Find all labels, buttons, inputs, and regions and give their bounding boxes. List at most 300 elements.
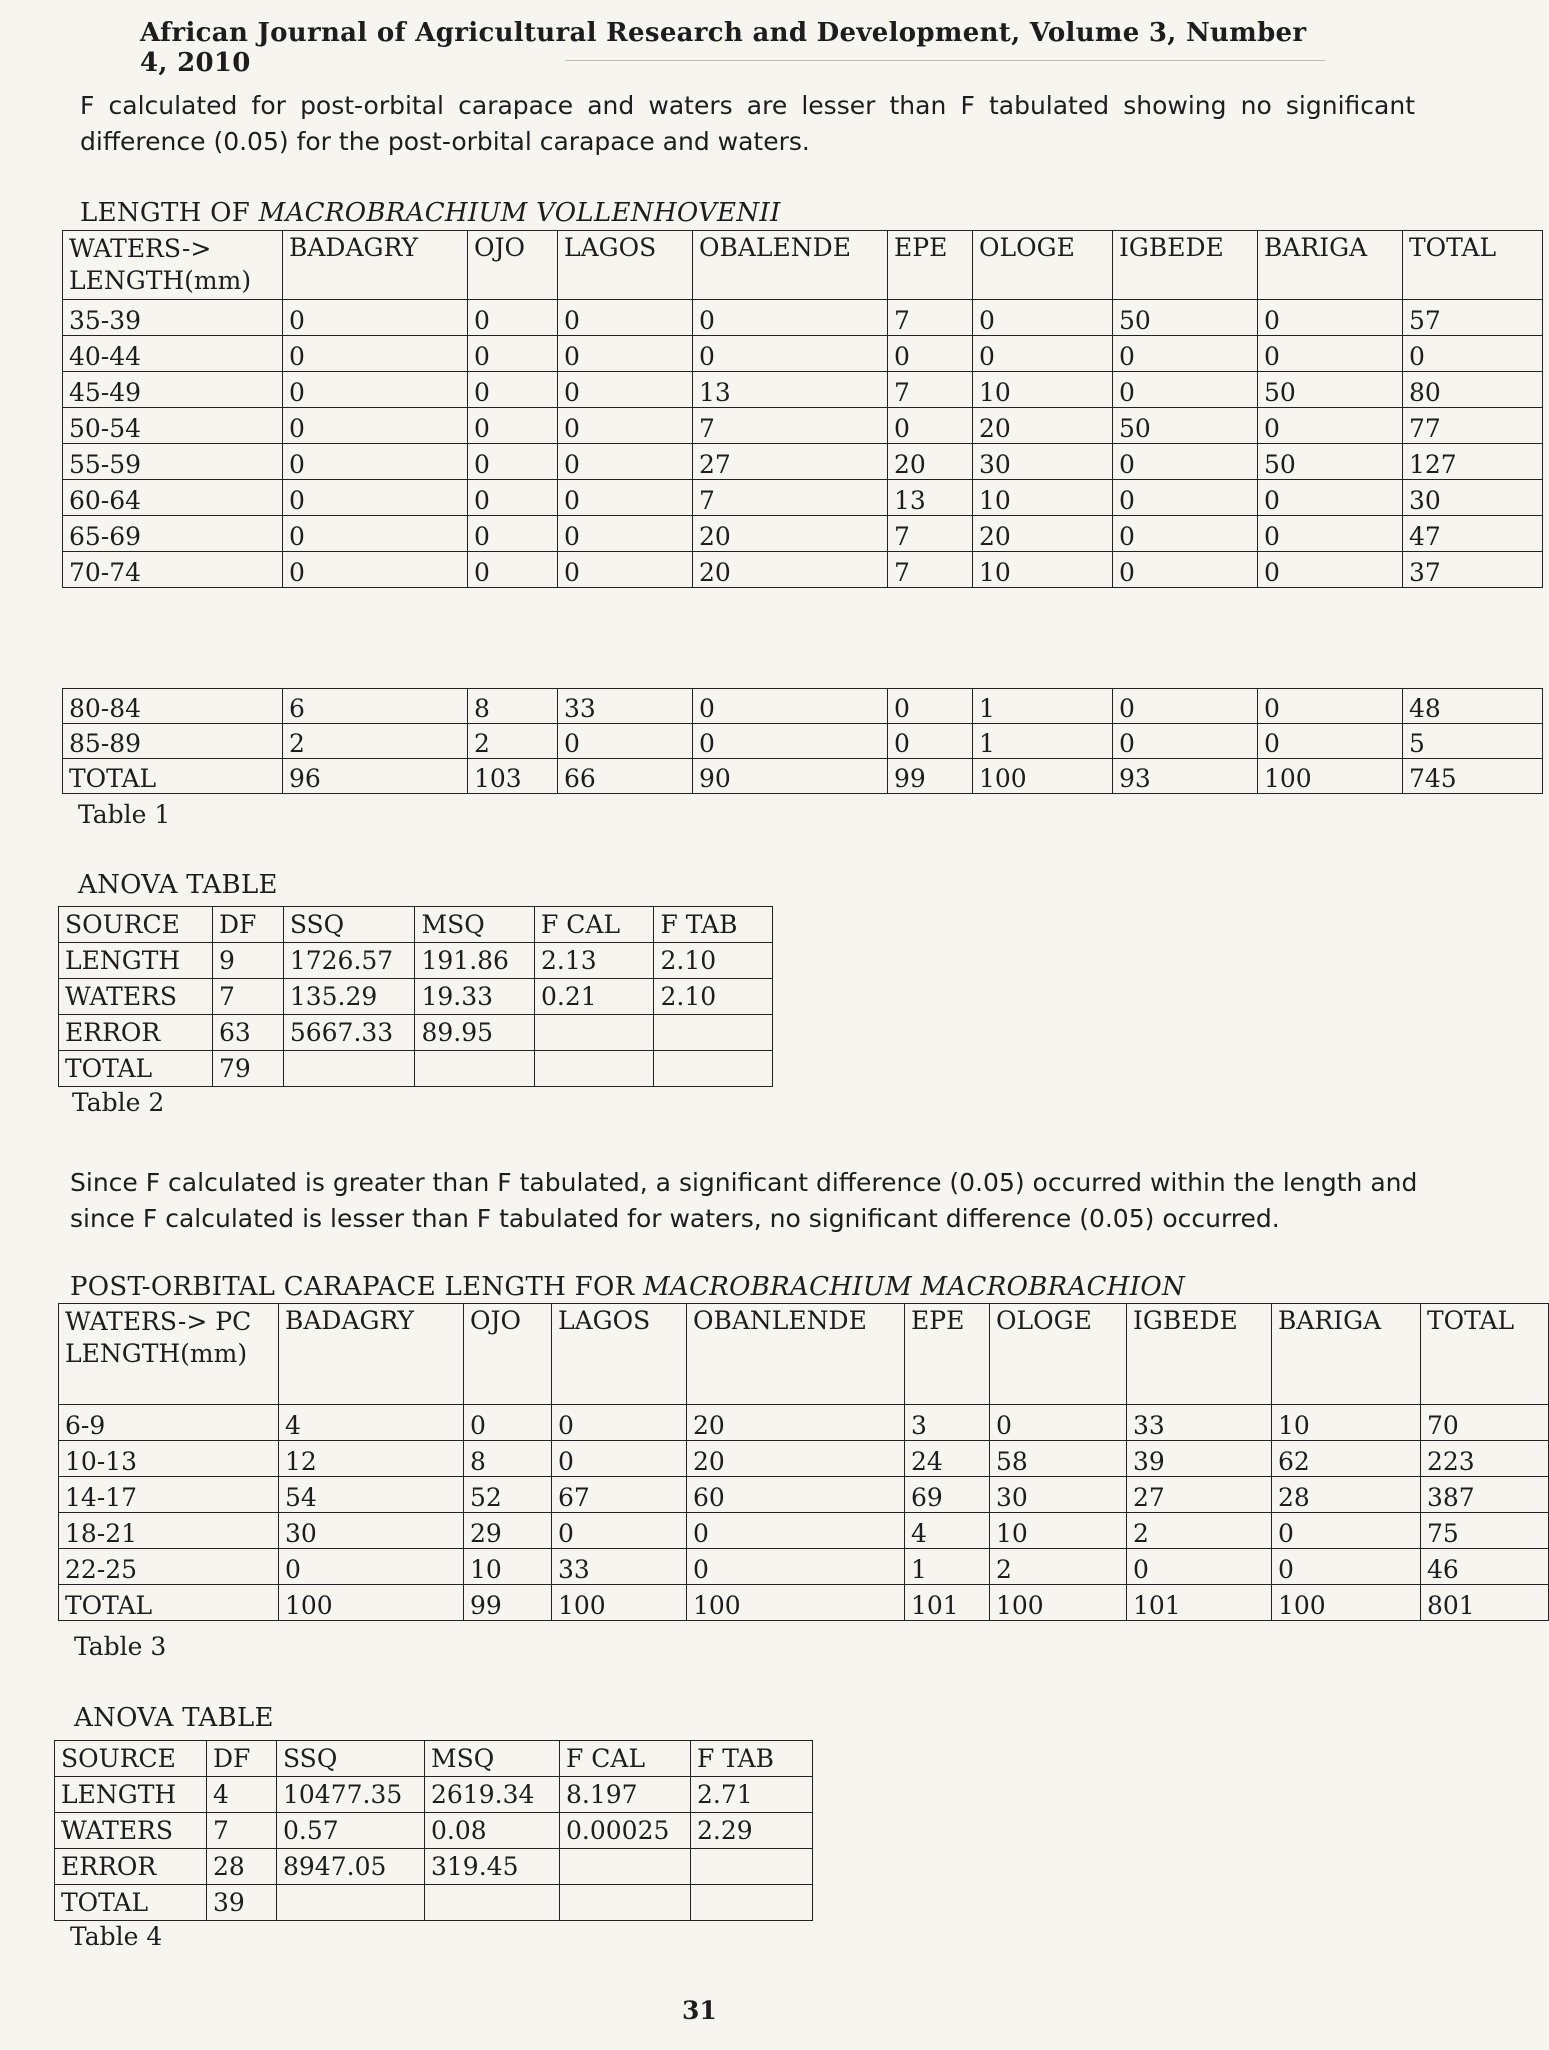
table-cell: 19.33 bbox=[415, 979, 535, 1015]
table-cell: 0 bbox=[693, 689, 888, 724]
table-cell: 0 bbox=[552, 1441, 687, 1477]
table-cell: 10-13 bbox=[59, 1441, 279, 1477]
table-cell: 0 bbox=[1113, 689, 1258, 724]
table-cell: 0 bbox=[283, 372, 468, 408]
column-header: DF bbox=[212, 907, 283, 943]
table-cell: 0 bbox=[468, 552, 558, 588]
table-cell: 100 bbox=[552, 1585, 687, 1621]
table-cell: 100 bbox=[687, 1585, 905, 1621]
table-cell: 0 bbox=[693, 724, 888, 759]
table-cell: 47 bbox=[1403, 516, 1543, 552]
table-row bbox=[63, 408, 1543, 444]
table-cell: 7 bbox=[212, 979, 283, 1015]
table-cell: 0 bbox=[558, 336, 693, 372]
table1-caption bbox=[80, 198, 781, 228]
table-cell: 60-64 bbox=[63, 480, 283, 516]
table-cell: 30 bbox=[973, 444, 1113, 480]
table-cell: 46 bbox=[1421, 1549, 1549, 1585]
table1-label: Table 1 bbox=[78, 800, 171, 829]
table-cell: 223 bbox=[1421, 1441, 1549, 1477]
table-cell: 10 bbox=[973, 372, 1113, 408]
table-cell: 0 bbox=[558, 516, 693, 552]
table-cell: 2.10 bbox=[654, 979, 773, 1015]
table-cell: 60 bbox=[687, 1477, 905, 1513]
table-cell: 0 bbox=[687, 1513, 905, 1549]
table-cell: 75 bbox=[1421, 1513, 1549, 1549]
table-cell: 33 bbox=[552, 1549, 687, 1585]
table-cell: 0 bbox=[990, 1405, 1127, 1441]
table-cell: 4 bbox=[207, 1777, 277, 1813]
table-cell: 0 bbox=[468, 516, 558, 552]
table-row bbox=[63, 689, 1543, 724]
table-cell: 1 bbox=[973, 689, 1113, 724]
table-cell: 6-9 bbox=[59, 1405, 279, 1441]
table-cell: 4 bbox=[905, 1513, 990, 1549]
table-cell: 1 bbox=[905, 1549, 990, 1585]
table-cell: 30 bbox=[279, 1513, 464, 1549]
table-cell: 7 bbox=[693, 480, 888, 516]
table-cell: 0 bbox=[1113, 724, 1258, 759]
table-cell: 20 bbox=[687, 1405, 905, 1441]
table1-caption-species: MACROBRACHIUM VOLLENHOVENII bbox=[258, 198, 781, 228]
table-cell: 1 bbox=[973, 724, 1113, 759]
table-cell: 27 bbox=[693, 444, 888, 480]
table-cell: 0 bbox=[468, 408, 558, 444]
table-cell: 2 bbox=[468, 724, 558, 759]
anova1-caption: ANOVA TABLE bbox=[78, 870, 278, 900]
column-header: BADAGRY bbox=[283, 231, 468, 300]
table-cell: 0 bbox=[283, 552, 468, 588]
table-cell: 37 bbox=[1403, 552, 1543, 588]
table-cell: 0 bbox=[468, 372, 558, 408]
table-cell: TOTAL bbox=[63, 759, 283, 794]
table-cell: 0 bbox=[1113, 480, 1258, 516]
table-cell: 0 bbox=[468, 300, 558, 336]
table-cell: LENGTH bbox=[55, 1777, 207, 1813]
column-header: F TAB bbox=[654, 907, 773, 943]
table-row bbox=[63, 724, 1543, 759]
table-cell: 29 bbox=[464, 1513, 552, 1549]
table-row bbox=[63, 444, 1543, 480]
table-cell: 100 bbox=[973, 759, 1113, 794]
table-cell: 0 bbox=[693, 300, 888, 336]
table-cell: 7 bbox=[888, 372, 973, 408]
table-cell: 0 bbox=[558, 552, 693, 588]
column-header: F CAL bbox=[560, 1741, 691, 1777]
table3-caption bbox=[70, 1272, 1185, 1302]
table-cell: 52 bbox=[464, 1477, 552, 1513]
table-cell: 0 bbox=[558, 480, 693, 516]
column-header: OJO bbox=[468, 231, 558, 300]
table-cell: 101 bbox=[905, 1585, 990, 1621]
column-header: SOURCE bbox=[59, 907, 213, 943]
table-cell: 20 bbox=[687, 1441, 905, 1477]
table-cell: 0 bbox=[1258, 724, 1403, 759]
table-cell: 101 bbox=[1127, 1585, 1272, 1621]
table-cell: 48 bbox=[1403, 689, 1543, 724]
column-header: BARIGA bbox=[1258, 231, 1403, 300]
table-cell: 7 bbox=[888, 516, 973, 552]
table-cell bbox=[691, 1849, 813, 1885]
table-cell: 100 bbox=[1272, 1585, 1421, 1621]
table-cell: 13 bbox=[693, 372, 888, 408]
table-cell: 0 bbox=[1258, 480, 1403, 516]
table-cell: 7 bbox=[888, 300, 973, 336]
table-cell: 63 bbox=[212, 1015, 283, 1051]
table-row bbox=[59, 1405, 1549, 1441]
column-header: OBALENDE bbox=[693, 231, 888, 300]
column-header: WATERS-> LENGTH(mm) bbox=[63, 231, 283, 300]
table-cell: 801 bbox=[1421, 1585, 1549, 1621]
table-cell: 9 bbox=[212, 943, 283, 979]
column-header: OLOGE bbox=[973, 231, 1113, 300]
table-cell: 39 bbox=[207, 1885, 277, 1921]
table-cell: 100 bbox=[279, 1585, 464, 1621]
column-header: WATERS-> PC LENGTH(mm) bbox=[59, 1304, 279, 1405]
table-cell: TOTAL bbox=[55, 1885, 207, 1921]
table1-lower bbox=[62, 688, 1543, 794]
table-cell: 0 bbox=[693, 336, 888, 372]
table-cell: 0 bbox=[558, 408, 693, 444]
table-cell: 0 bbox=[558, 300, 693, 336]
table-cell: 0 bbox=[468, 336, 558, 372]
table-cell: 0 bbox=[552, 1513, 687, 1549]
table-cell: 0 bbox=[1272, 1513, 1421, 1549]
table-cell: 0 bbox=[1113, 372, 1258, 408]
table-cell: 0 bbox=[283, 300, 468, 336]
column-header: OLOGE bbox=[990, 1304, 1127, 1405]
column-header: EPE bbox=[905, 1304, 990, 1405]
table-cell: 10 bbox=[1272, 1405, 1421, 1441]
anova1-table bbox=[58, 906, 773, 1087]
table-cell: 50-54 bbox=[63, 408, 283, 444]
table-cell: 745 bbox=[1403, 759, 1543, 794]
table-cell: 80 bbox=[1403, 372, 1543, 408]
column-header: MSQ bbox=[415, 907, 535, 943]
table-cell: 0.00025 bbox=[560, 1813, 691, 1849]
column-header: DF bbox=[207, 1741, 277, 1777]
table-cell: 2 bbox=[990, 1549, 1127, 1585]
column-header: LAGOS bbox=[558, 231, 693, 300]
journal-header: African Journal of Agricultural Research and Development, Volume 3, Number 4, 2010 bbox=[140, 18, 1307, 78]
intro-paragraph: F calculated for post-orbital carapace and waters are lesser than F tabulated showing no significant difference (0.05) for the post-orbital carapace and waters. bbox=[80, 91, 1415, 156]
table-header-row bbox=[55, 1741, 813, 1777]
table-cell: 0 bbox=[973, 300, 1113, 336]
table-cell bbox=[654, 1015, 773, 1051]
table-cell: 57 bbox=[1403, 300, 1543, 336]
table-cell: 90 bbox=[693, 759, 888, 794]
table-cell: 14-17 bbox=[59, 1477, 279, 1513]
table-cell: 10 bbox=[464, 1549, 552, 1585]
table-header-row bbox=[63, 231, 1543, 300]
table1-upper bbox=[62, 230, 1543, 588]
table-cell: 69 bbox=[905, 1477, 990, 1513]
table-cell: 66 bbox=[558, 759, 693, 794]
column-header: BARIGA bbox=[1272, 1304, 1421, 1405]
results-paragraph: Since F calculated is greater than F tabulated, a significant difference (0.05) occurred within the length and since F calculated is lesser than F tabulated for waters, no significant difference (0.05) occurred. bbox=[70, 1168, 1418, 1233]
table-cell: 70 bbox=[1421, 1405, 1549, 1441]
table-cell: 28 bbox=[207, 1849, 277, 1885]
table-cell bbox=[560, 1885, 691, 1921]
table4-label: Table 4 bbox=[70, 1922, 163, 1951]
table-cell: 100 bbox=[990, 1585, 1127, 1621]
column-header: LAGOS bbox=[552, 1304, 687, 1405]
table-cell: 40-44 bbox=[63, 336, 283, 372]
table-cell: 2 bbox=[283, 724, 468, 759]
table-cell: 20 bbox=[973, 408, 1113, 444]
table-row bbox=[59, 1015, 773, 1051]
table-cell: 0 bbox=[1258, 408, 1403, 444]
table-cell: 35-39 bbox=[63, 300, 283, 336]
table-cell: 5667.33 bbox=[283, 1015, 415, 1051]
table-cell: 0 bbox=[468, 480, 558, 516]
table-cell: 62 bbox=[1272, 1441, 1421, 1477]
table-cell: 8 bbox=[464, 1441, 552, 1477]
table-cell: 0 bbox=[552, 1405, 687, 1441]
table-cell: 0 bbox=[687, 1549, 905, 1585]
table-cell: 20 bbox=[693, 552, 888, 588]
table-cell: 28 bbox=[1272, 1477, 1421, 1513]
table-cell: 2.13 bbox=[534, 943, 654, 979]
table-cell: 0 bbox=[1127, 1549, 1272, 1585]
table-cell: 3 bbox=[905, 1405, 990, 1441]
table-cell: 7 bbox=[207, 1813, 277, 1849]
table-cell: 7 bbox=[888, 552, 973, 588]
table-cell: 5 bbox=[1403, 724, 1543, 759]
table-row bbox=[55, 1777, 813, 1813]
column-header: OBANLENDE bbox=[687, 1304, 905, 1405]
table3-label: Table 3 bbox=[74, 1632, 167, 1661]
table-cell: 80-84 bbox=[63, 689, 283, 724]
table-cell: 55-59 bbox=[63, 444, 283, 480]
table-cell: 10 bbox=[973, 480, 1113, 516]
table-cell: 0.21 bbox=[534, 979, 654, 1015]
table-cell: 58 bbox=[990, 1441, 1127, 1477]
table-cell: 12 bbox=[279, 1441, 464, 1477]
table-cell: 10477.35 bbox=[277, 1777, 425, 1813]
header-rule bbox=[565, 60, 1325, 61]
column-header: IGBEDE bbox=[1113, 231, 1258, 300]
table-cell: 0 bbox=[888, 408, 973, 444]
table-cell: 33 bbox=[1127, 1405, 1272, 1441]
table1-caption-prefix: LENGTH OF bbox=[80, 198, 259, 228]
column-header: IGBEDE bbox=[1127, 1304, 1272, 1405]
table-row bbox=[63, 372, 1543, 408]
table-cell: 89.95 bbox=[415, 1015, 535, 1051]
table-cell: 13 bbox=[888, 480, 973, 516]
table-cell: 85-89 bbox=[63, 724, 283, 759]
table-cell: 99 bbox=[464, 1585, 552, 1621]
table-cell bbox=[534, 1051, 654, 1087]
table-cell: 0 bbox=[1258, 300, 1403, 336]
table-cell: TOTAL bbox=[59, 1585, 279, 1621]
table-cell: 18-21 bbox=[59, 1513, 279, 1549]
column-header: OJO bbox=[464, 1304, 552, 1405]
table-cell: 50 bbox=[1113, 408, 1258, 444]
table-cell: 8 bbox=[468, 689, 558, 724]
table-cell: 50 bbox=[1258, 444, 1403, 480]
column-header: MSQ bbox=[425, 1741, 560, 1777]
table-row bbox=[63, 759, 1543, 794]
table-cell: 20 bbox=[973, 516, 1113, 552]
table-cell: 4 bbox=[279, 1405, 464, 1441]
table-cell: 8947.05 bbox=[277, 1849, 425, 1885]
table-row bbox=[55, 1885, 813, 1921]
page-number: 31 bbox=[682, 1996, 717, 2025]
table-cell: 6 bbox=[283, 689, 468, 724]
table-cell: 0 bbox=[558, 724, 693, 759]
table-cell: 387 bbox=[1421, 1477, 1549, 1513]
column-header: SSQ bbox=[277, 1741, 425, 1777]
table-cell: 77 bbox=[1403, 408, 1543, 444]
column-header: BADAGRY bbox=[279, 1304, 464, 1405]
table-cell: 79 bbox=[212, 1051, 283, 1087]
table-cell: 0 bbox=[468, 444, 558, 480]
table3 bbox=[58, 1303, 1549, 1621]
table-cell: 0 bbox=[558, 444, 693, 480]
table-cell: 54 bbox=[279, 1477, 464, 1513]
table-row bbox=[59, 1051, 773, 1087]
table-row bbox=[59, 1585, 1549, 1621]
table-cell: 50 bbox=[1113, 300, 1258, 336]
column-header: SOURCE bbox=[55, 1741, 207, 1777]
table-cell: 319.45 bbox=[425, 1849, 560, 1885]
table-cell: 0 bbox=[1403, 336, 1543, 372]
table-cell: 0 bbox=[888, 724, 973, 759]
table-cell: 67 bbox=[552, 1477, 687, 1513]
table-cell: 96 bbox=[283, 759, 468, 794]
table-cell: 30 bbox=[990, 1477, 1127, 1513]
table-cell: 0 bbox=[1272, 1549, 1421, 1585]
table-cell: 27 bbox=[1127, 1477, 1272, 1513]
table-cell: 2 bbox=[1127, 1513, 1272, 1549]
table-cell: 93 bbox=[1113, 759, 1258, 794]
table-cell: 0 bbox=[888, 689, 973, 724]
column-header: TOTAL bbox=[1421, 1304, 1549, 1405]
table-cell: 45-49 bbox=[63, 372, 283, 408]
column-header: SSQ bbox=[283, 907, 415, 943]
table-row bbox=[63, 480, 1543, 516]
table-cell: 10 bbox=[990, 1513, 1127, 1549]
table-header-row bbox=[59, 1304, 1549, 1405]
table-cell: ERROR bbox=[59, 1015, 213, 1051]
table-row bbox=[63, 516, 1543, 552]
column-header: TOTAL bbox=[1403, 231, 1543, 300]
table3-caption-species: MACROBRACHIUM MACROBRACHION bbox=[643, 1272, 1186, 1302]
table-header-row bbox=[59, 907, 773, 943]
table-row bbox=[59, 943, 773, 979]
table-cell: 0 bbox=[1113, 552, 1258, 588]
table-cell: 0 bbox=[973, 336, 1113, 372]
table-cell: 70-74 bbox=[63, 552, 283, 588]
table-cell: 0 bbox=[1113, 444, 1258, 480]
table-cell: 7 bbox=[693, 408, 888, 444]
anova2-caption: ANOVA TABLE bbox=[74, 1703, 274, 1733]
table-cell: 135.29 bbox=[283, 979, 415, 1015]
table-cell: 127 bbox=[1403, 444, 1543, 480]
table-cell bbox=[534, 1015, 654, 1051]
table-cell bbox=[425, 1885, 560, 1921]
table-cell: 30 bbox=[1403, 480, 1543, 516]
table-row bbox=[59, 1477, 1549, 1513]
column-header: EPE bbox=[888, 231, 973, 300]
table-cell: 2619.34 bbox=[425, 1777, 560, 1813]
table-cell: 20 bbox=[693, 516, 888, 552]
table-cell bbox=[277, 1885, 425, 1921]
table-cell: 8.197 bbox=[560, 1777, 691, 1813]
table-cell: ERROR bbox=[55, 1849, 207, 1885]
table-row bbox=[59, 1549, 1549, 1585]
table-cell bbox=[283, 1051, 415, 1087]
table-cell: 0 bbox=[888, 336, 973, 372]
table-cell bbox=[560, 1849, 691, 1885]
table-cell: 0 bbox=[1258, 516, 1403, 552]
table-cell: 0 bbox=[279, 1549, 464, 1585]
table-cell: 65-69 bbox=[63, 516, 283, 552]
table-cell: 0 bbox=[283, 336, 468, 372]
table-cell: 191.86 bbox=[415, 943, 535, 979]
table-cell: 0 bbox=[1258, 552, 1403, 588]
table-cell: WATERS bbox=[55, 1813, 207, 1849]
table2-label: Table 2 bbox=[72, 1088, 165, 1117]
table-row bbox=[55, 1813, 813, 1849]
table-cell: 99 bbox=[888, 759, 973, 794]
table-cell: 0 bbox=[1258, 689, 1403, 724]
table-cell: 103 bbox=[468, 759, 558, 794]
column-header: F CAL bbox=[534, 907, 654, 943]
table-cell: 0 bbox=[464, 1405, 552, 1441]
table-row bbox=[59, 979, 773, 1015]
table-cell bbox=[415, 1051, 535, 1087]
table-cell: 0.57 bbox=[277, 1813, 425, 1849]
table-cell: 39 bbox=[1127, 1441, 1272, 1477]
table-cell: 24 bbox=[905, 1441, 990, 1477]
table-cell: TOTAL bbox=[59, 1051, 213, 1087]
table-cell bbox=[654, 1051, 773, 1087]
table-row bbox=[59, 1513, 1549, 1549]
table-cell: 20 bbox=[888, 444, 973, 480]
table-cell: 0 bbox=[283, 516, 468, 552]
table-cell: 0.08 bbox=[425, 1813, 560, 1849]
table-cell: 2.10 bbox=[654, 943, 773, 979]
table-cell: 50 bbox=[1258, 372, 1403, 408]
table-cell: 22-25 bbox=[59, 1549, 279, 1585]
column-header: F TAB bbox=[691, 1741, 813, 1777]
anova2-table bbox=[54, 1740, 813, 1921]
table-cell: 0 bbox=[1113, 336, 1258, 372]
table3-caption-prefix: POST-ORBITAL CARAPACE LENGTH FOR bbox=[70, 1272, 644, 1302]
table-row bbox=[63, 300, 1543, 336]
table-cell: 0 bbox=[558, 372, 693, 408]
table-cell bbox=[691, 1885, 813, 1921]
table-row bbox=[55, 1849, 813, 1885]
table-cell: 2.71 bbox=[691, 1777, 813, 1813]
table-cell: 10 bbox=[973, 552, 1113, 588]
table-row bbox=[63, 336, 1543, 372]
table-cell: WATERS bbox=[59, 979, 213, 1015]
table-cell: 2.29 bbox=[691, 1813, 813, 1849]
table-row bbox=[63, 552, 1543, 588]
table-cell: 100 bbox=[1258, 759, 1403, 794]
table-cell: 0 bbox=[1113, 516, 1258, 552]
table-cell: 0 bbox=[283, 408, 468, 444]
table-cell: 1726.57 bbox=[283, 943, 415, 979]
table-cell: 0 bbox=[283, 480, 468, 516]
table-cell: 0 bbox=[283, 444, 468, 480]
table-cell: 0 bbox=[1258, 336, 1403, 372]
table-row bbox=[59, 1441, 1549, 1477]
table-cell: LENGTH bbox=[59, 943, 213, 979]
